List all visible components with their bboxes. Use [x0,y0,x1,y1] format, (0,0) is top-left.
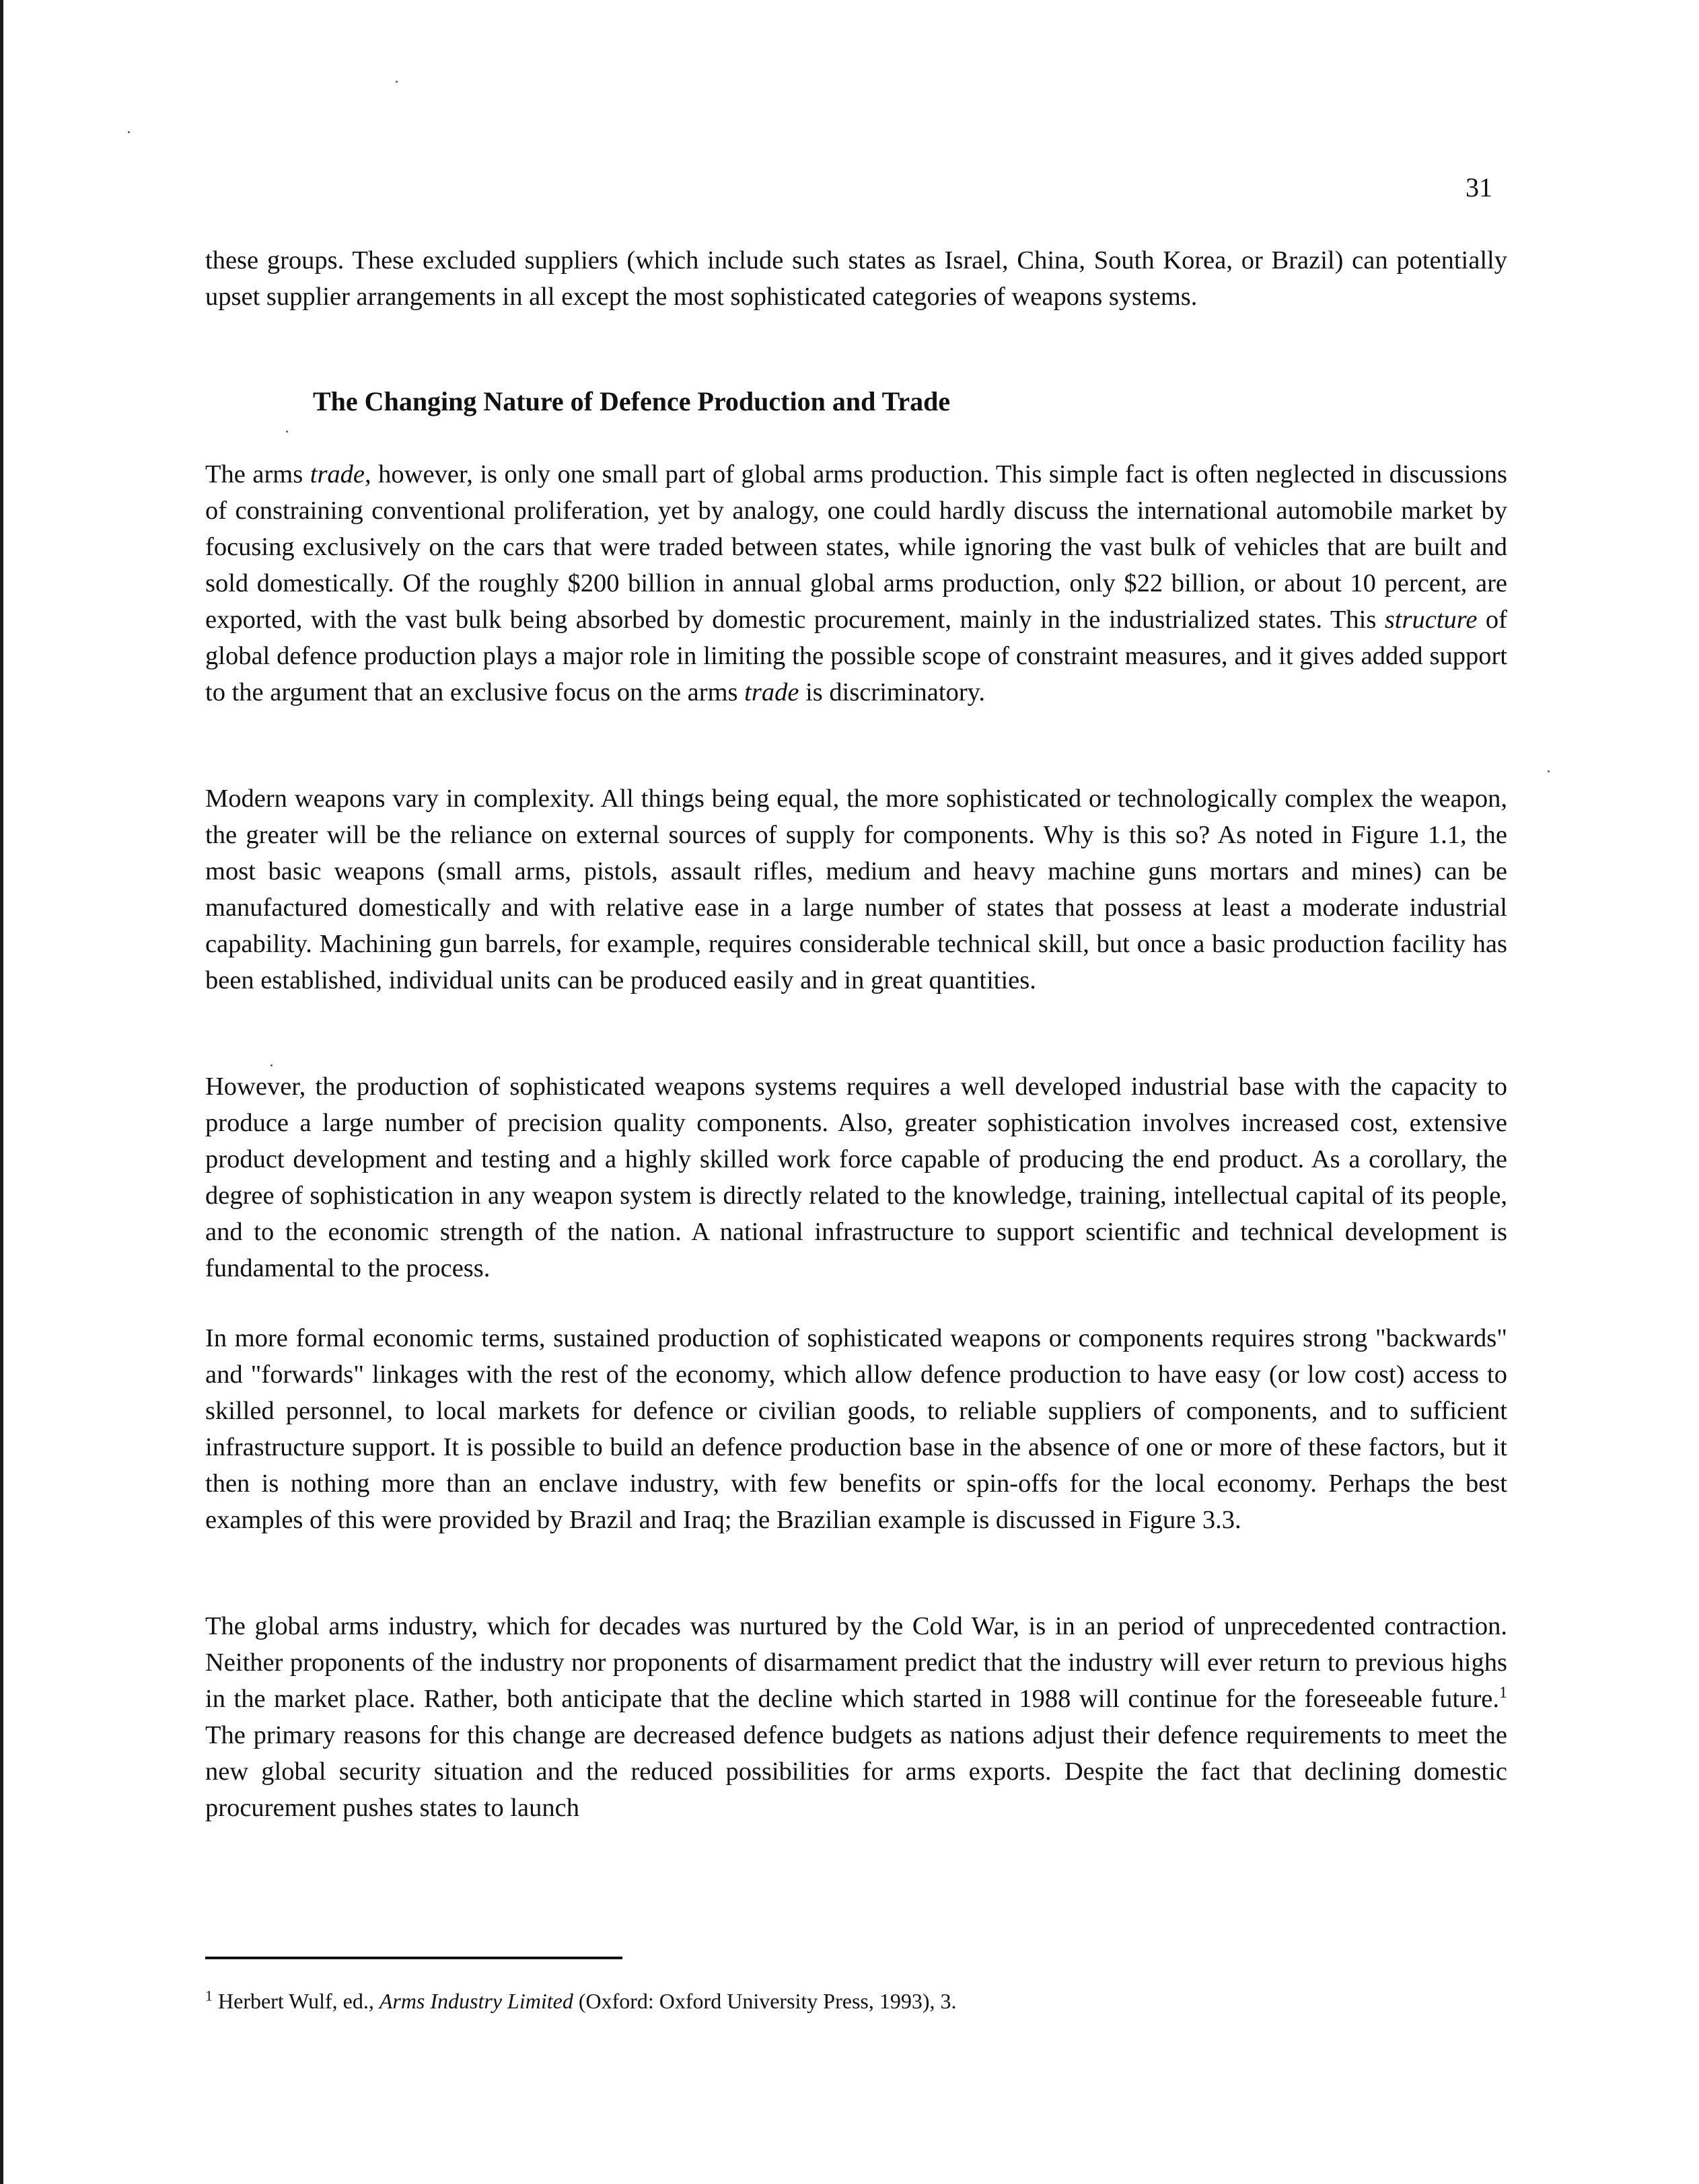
paragraph-text [205,242,1507,315]
footnote-reference: 1 [1499,1684,1507,1702]
paragraph-text [205,456,1507,711]
scan-speck [1548,770,1550,772]
page-number: 31 [1466,172,1492,203]
text-run: The primary reasons for this change are decreased defence budgets as nations adjust their defence requirements to meet the new global security situation and the reduced possibilities for arms exports. Despite the fact that declining domestic procurement pushes states to launch [205,1721,1507,1822]
scan-edge [0,0,3,2184]
footnote-text [213,1989,957,2013]
section-heading: The Changing Nature of Defence Production and Trade [313,386,951,416]
text-run: , however, is only one small part of global arms production. This simple fact is often neglected in discussions of constraining conventional proliferation, yet by analogy, one could hardly discuss the international automobile market by focusing exclusively on the cars that were traded between states, while ignoring the vast bulk of vehicles that are built and sold domestically. Of the roughly $200 billion in annual global arms production, only $22 billion, or about 10 percent, are exported, with the vast bulk being absorbed by domestic procurement, mainly in the industrialized states. This [205,460,1507,634]
text-run: However, the production of sophisticated weapons systems requires a well developed industrial base with the capacity to produce a large number of precision quality components. Also, greater sophistication involves increased cost, extensive product development and testing and a highly skilled work force capable of producing the end product. As a corollary, the degree of sophistication in any weapon system is directly related to the knowledge, training, intellectual capital of its people, and to the economic strength of the nation. A national infrastructure to support scientific and technical development is fundamental to the process. [205,1072,1507,1282]
italic-text: trade [744,678,799,706]
paragraph-text [205,1068,1507,1286]
footnote [205,1986,1507,2016]
paragraph-text [205,1608,1507,1826]
text-run: Herbert Wulf, ed., [213,1989,379,2013]
text-run: In more formal economic terms, sustained production of sophisticated weapons or components requires strong "backwards" and "forwards" linkages with the rest of the economy, which allow defence production to have easy (or low cost) access to skilled personnel, to local markets for defence or civilian goods, to reliable suppliers of components, and to sufficient infrastructure support. It is possible to build an defence production base in the absence of one or more of these factors, but it then is nothing more than an enclave industry, with few benefits or spin-offs for the local economy. Perhaps the best examples of this were provided by Brazil and Iraq; the Brazilian example is discussed in Figure 3.3. [205,1324,1507,1534]
text-run: is discriminatory. [799,678,986,706]
footnote-marker: 1 [205,1987,213,2004]
text-run: The global arms industry, which for decades was nurtured by the Cold War, is in an period of unprecedented contraction. Neither proponents of the industry nor proponents of disarmament predict that the industry will ever return to previous highs in the market place. Rather, both anticipate that the decline which started in 1988 will continue for the foreseeable future. [205,1612,1507,1713]
italic-text: structure [1384,606,1478,634]
paragraph-modern-weapons [205,780,1507,998]
paragraph-text [205,780,1507,998]
paragraph-global-industry [205,1608,1507,1826]
scan-speck [286,431,288,433]
text-run: The arms [205,460,310,488]
paragraph-economic-terms [205,1320,1507,1538]
footnote-rule [205,1957,622,1959]
text-run: Modern weapons vary in complexity. All things being equal, the more sophisticated or technologically complex the weapon, the greater will be the reliance on external sources of supply for components. Why is this so? As noted in Figure 1.1, the most basic weapons (small arms, pistols, assault rifles, medium and heavy machine guns mortars and mines) can be manufactured domestically and with relative ease in a large number of states that possess at least a moderate industrial capability. Machining gun barrels, for example, requires considerable technical skill, but once a basic production facility has been established, individual units can be produced easily and in great quantities. [205,785,1507,994]
paragraph-continuation [205,242,1507,315]
text-run: (Oxford: Oxford University Press, 1993), 3. [573,1989,957,2013]
paragraph-sophisticated-systems [205,1068,1507,1286]
text-run: of global defence production plays a major role in limiting the possible scope of constraint measures, and it gives added support to the argument that an exclusive focus on the arms [205,606,1507,706]
italic-text: Arms Industry Limited [379,1989,573,2013]
scan-speck [128,131,130,133]
scan-speck [270,1064,273,1066]
scan-speck [396,81,398,83]
italic-text: trade [310,460,365,488]
paragraph-text [205,1320,1507,1538]
text-run: these groups. These excluded suppliers (which include such states as Israel, China, South Korea, or Brazil) can potentially upset supplier arrangements in all except the most sophisticated categories of weapons systems. [205,246,1507,311]
paragraph-arms-trade [205,456,1507,711]
